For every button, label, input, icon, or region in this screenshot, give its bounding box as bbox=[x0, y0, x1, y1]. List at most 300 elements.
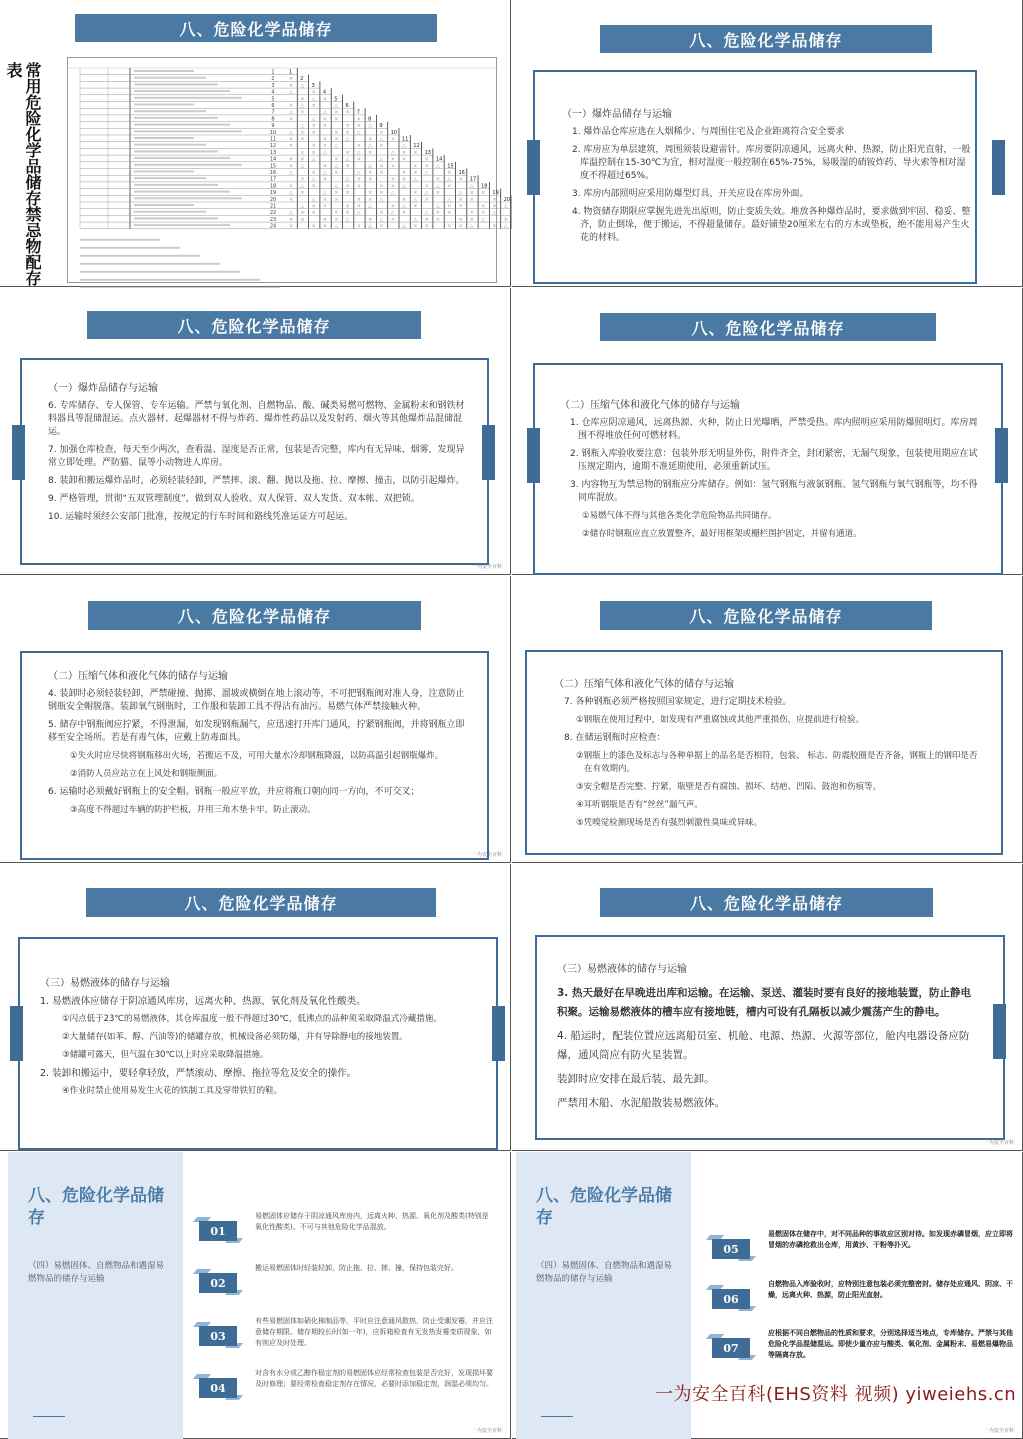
slide-title: 八、危险化学品储存 bbox=[87, 311, 421, 339]
matrix-mark: △ bbox=[402, 143, 406, 150]
matrix-mark: △ bbox=[345, 136, 350, 143]
matrix-mark: × bbox=[447, 223, 452, 230]
list-item: 1. 易燃液体应储存于阴凉通风库房，远离火种、热源、氧化剂及氧化性酸类。 bbox=[40, 996, 366, 1007]
matrix-mark: × bbox=[356, 203, 362, 210]
matrix-mark: △ bbox=[390, 210, 395, 217]
matrix-mark: △ bbox=[300, 103, 305, 109]
row-number: 21 bbox=[269, 203, 277, 210]
matrix-mark: × bbox=[334, 109, 339, 116]
number-badge bbox=[708, 1334, 754, 1360]
list-item: 7. 加强仓库检查，每天至少两次，查看温、湿度是否正常，包装是否完整，库内有无异味、烟雾，发现异常立即处理。严防猫、鼠等小动物进人库房。 bbox=[48, 445, 465, 468]
row-label-placeholder bbox=[134, 83, 218, 85]
matrix-mark: × bbox=[334, 210, 339, 217]
watermark: 一为安全百科(EHS资料 视频) yiweiehs.cn bbox=[655, 1384, 1017, 1405]
diagonal-number: 20 bbox=[503, 196, 511, 203]
slide-title: 八、危险化学品储存 bbox=[75, 14, 437, 42]
slide-1 bbox=[0, 0, 511, 287]
section-heading: （一）爆炸品储存与运输 bbox=[562, 109, 672, 120]
matrix-mark: △ bbox=[356, 149, 361, 156]
row-label-placeholder bbox=[134, 117, 218, 119]
side-tab-left bbox=[527, 428, 540, 483]
matrix-mark: △ bbox=[289, 190, 293, 197]
matrix-mark: × bbox=[379, 143, 384, 150]
matrix-mark: △ bbox=[379, 156, 384, 163]
row-label-placeholder bbox=[134, 177, 206, 179]
row-number: 14 bbox=[269, 156, 277, 163]
badge-text: 对含有水分或乙醇作稳定剂的易燃固体应经常检查包装是否完好，发现损坏要及时修理；要经常检查稳定剂存在情况，必要时添加稳定剂，润湿必须均匀。 bbox=[255, 1369, 493, 1388]
matrix-mark: △ bbox=[334, 163, 339, 170]
matrix-mark: × bbox=[469, 216, 475, 223]
list-item: ②储存时钢瓶应直立放置整齐，最好用框架或栅栏围护固定，并留有通道。 bbox=[582, 529, 862, 539]
diagonal-number: 9 bbox=[379, 123, 383, 130]
matrix-mark: × bbox=[368, 176, 373, 183]
badge-number: 06 bbox=[712, 1289, 750, 1309]
matrix-mark: × bbox=[300, 216, 305, 223]
list-item: 4. 装卸时必须轻装轻卸，严禁碰撞、抛掷、溜坡或横倒在地上滚动等，不可把钢瓶阀对准人身，注意防止钢瓶安全帽脱落。装卸氧气钢瓶时，工作服和装卸工具不得沾有油污。易燃气体严禁接触火种。 bbox=[48, 689, 465, 712]
matrix-mark: × bbox=[334, 190, 339, 197]
number-badge bbox=[708, 1285, 754, 1311]
matrix-mark: △ bbox=[322, 149, 327, 156]
matrix-mark: × bbox=[379, 223, 384, 230]
diagonal-number: 8 bbox=[368, 116, 372, 123]
list-item: 2. 库房应为单层建筑，周围须装设避雷针。库房要阴凉通风，远离火种、热源，防止阳光直射，一般库温控制在15-30℃为宜，相对湿度一般控制在65%-75%，易吸湿的硝铵炸药、导火索等相对湿度不得超过65%。 bbox=[572, 145, 971, 181]
matrix-mark: × bbox=[435, 210, 441, 217]
matrix-mark: △ bbox=[289, 109, 293, 116]
divider bbox=[33, 1416, 65, 1417]
matrix-mark: × bbox=[492, 196, 497, 203]
side-tab-right bbox=[993, 1004, 1006, 1059]
matrix-mark: × bbox=[345, 210, 350, 217]
side-tab-right bbox=[492, 1006, 505, 1061]
table-grid bbox=[68, 58, 511, 284]
matrix-mark: × bbox=[300, 129, 305, 136]
matrix-mark: × bbox=[379, 163, 384, 170]
list-item: ②钢瓶上的漆色及标志与各种单据上的品名是否相符，包装、 标志、防震胶圈是否齐备，钢瓶上的钢印是否在有效期内。 bbox=[576, 751, 978, 774]
matrix-mark: × bbox=[322, 216, 328, 223]
matrix-mark: △ bbox=[481, 216, 485, 223]
row-number: 5 bbox=[271, 96, 275, 103]
matrix-mark: △ bbox=[424, 210, 429, 217]
matrix-mark: △ bbox=[379, 136, 384, 143]
matrix-mark: × bbox=[458, 176, 463, 183]
panel-title: 八、危险化学品储存 bbox=[536, 1186, 672, 1228]
row-label-placeholder bbox=[134, 191, 230, 193]
matrix-mark: × bbox=[390, 163, 395, 170]
footer-logo: 一为安全百科 bbox=[471, 1428, 502, 1434]
matrix-mark: × bbox=[334, 136, 339, 143]
matrix-mark: △ bbox=[435, 183, 440, 190]
note-line-placeholder bbox=[80, 263, 220, 265]
list-item: ③高度不得超过车辆的防护栏板，并用三角木垫卡牢，防止滚动。 bbox=[70, 805, 316, 815]
matrix-mark: × bbox=[345, 163, 350, 170]
list-item: 7. 各种钢瓶必须严格按照国家规定，进行定期技术检验。 bbox=[564, 697, 792, 707]
matrix-mark: × bbox=[458, 216, 463, 223]
matrix-mark: × bbox=[356, 176, 362, 183]
matrix-mark: × bbox=[311, 149, 316, 156]
divider bbox=[541, 1416, 573, 1417]
side-tab-left bbox=[12, 425, 25, 480]
row-label-placeholder bbox=[134, 164, 242, 166]
matrix-mark: × bbox=[356, 183, 362, 190]
slide-5 bbox=[0, 576, 511, 863]
list-item: 5. 储存中钢瓶阀应拧紧，不得泄漏，如发现钢瓶漏气，应迅速打开库门通风，拧紧钢瓶阀，并将钢瓶立即移至安全场所。若是有毒气体，应戴上防毒面具。 bbox=[48, 720, 465, 743]
badge-text: 搬运易燃固体时轻装轻卸，防止拖、拉、摔、撞，保持包装完好。 bbox=[255, 1264, 458, 1272]
panel-subtitle: （四）易燃固体、自燃物品和遇湿易燃物品的储存与运输 bbox=[28, 1261, 165, 1284]
matrix-mark: × bbox=[390, 216, 395, 223]
content bbox=[40, 977, 480, 1103]
slide-3 bbox=[0, 288, 511, 575]
matrix-mark: × bbox=[289, 196, 294, 203]
matrix-mark: × bbox=[322, 96, 328, 103]
list-item: 4. 物资储存期限应掌握先进先出原则，防止变质失效。堆放各种爆炸品时，要求做到牢固、稳妥、整齐，防止倒垛，便于搬运，不得超量储存。最好铺垫20厘米左右的方木或垫板，绝不能用易产生火花的材料。 bbox=[572, 207, 971, 243]
matrix-mark: × bbox=[390, 176, 395, 183]
number-badge bbox=[195, 1269, 241, 1295]
diagonal-number: 18 bbox=[481, 183, 488, 190]
matrix-mark: × bbox=[300, 96, 305, 103]
matrix-mark: × bbox=[334, 170, 339, 176]
side-tab-right bbox=[995, 428, 1008, 483]
matrix-mark: × bbox=[413, 170, 418, 176]
diagonal-number: 4 bbox=[322, 89, 327, 96]
number-badge bbox=[195, 1322, 241, 1348]
panel-subtitle: （四）易燃固体、自燃物品和遇湿易燃物品的储存与运输 bbox=[536, 1261, 673, 1284]
matrix-mark: △ bbox=[447, 176, 452, 183]
section-heading: （二）压缩气体和液化气体的储存与运输 bbox=[560, 400, 740, 411]
list-item: ③安全帽是否完整、拧紧，瓶壁是否有腐蚀、损坏、结疤、凹陷、鼓泡和伤痕等。 bbox=[576, 782, 882, 792]
matrix-mark: △ bbox=[356, 129, 361, 136]
matrix-mark: △ bbox=[435, 163, 440, 170]
row-label-placeholder bbox=[134, 144, 206, 146]
matrix-mark: △ bbox=[435, 203, 440, 210]
note-line-placeholder bbox=[80, 247, 180, 249]
footer-logo: 一为安全百科 bbox=[983, 1428, 1014, 1434]
matrix-mark: △ bbox=[300, 163, 305, 170]
list-item: ②消防人员应站立在上风处和钢瓶侧面。 bbox=[70, 769, 223, 779]
number-badge bbox=[195, 1374, 241, 1400]
slide-title: 八、危险化学品储存 bbox=[86, 888, 436, 917]
matrix-mark: × bbox=[289, 183, 294, 190]
row-label-placeholder bbox=[134, 90, 230, 92]
matrix-mark: × bbox=[435, 176, 441, 183]
row-number: 8 bbox=[271, 116, 275, 123]
matrix-mark: × bbox=[413, 163, 418, 170]
row-number: 6 bbox=[271, 103, 275, 109]
note-line-placeholder bbox=[80, 239, 160, 241]
list-item: 8. 装卸和搬运爆炸品时，必须轻装轻卸，严禁摔、滚、翻、抛以及拖、拉、摩擦、撞击，以防引起爆炸。 bbox=[48, 476, 465, 486]
list-item: ①易燃气体不得与其他各类化学危险物品共同储存。 bbox=[582, 511, 777, 521]
section-heading: （一）爆炸品储存与运输 bbox=[48, 383, 158, 394]
badge-number: 03 bbox=[199, 1326, 237, 1346]
matrix-mark: × bbox=[322, 136, 328, 143]
list-item: ①闪点低于23℃的易燃液体，其仓库温度一般不得超过30℃，低沸点的品种须采取降温式冷藏措施。 bbox=[62, 1014, 442, 1024]
row-number: 22 bbox=[269, 210, 277, 217]
list-item: 8. 在储运钢瓶时应检查： bbox=[564, 733, 666, 743]
matrix-mark: △ bbox=[334, 183, 339, 190]
matrix-mark: × bbox=[334, 116, 339, 123]
matrix-mark: × bbox=[311, 183, 316, 190]
list-item: 3. 库房内部照明应采用防爆型灯具，开关应设在库房外面。 bbox=[572, 189, 809, 199]
row-number: 17 bbox=[269, 176, 277, 183]
row-number: 12 bbox=[269, 143, 277, 150]
matrix-mark: △ bbox=[368, 143, 372, 150]
matrix-mark: × bbox=[289, 143, 294, 150]
matrix-mark: × bbox=[289, 223, 294, 230]
matrix-mark: △ bbox=[300, 203, 305, 210]
matrix-mark: × bbox=[481, 210, 486, 217]
slide-7 bbox=[0, 864, 511, 1151]
list-item: 4. 船运时，配装位置应远离船员室、机舱、电源、热源、火源等部位，舱内电器设备应防爆，通风筒应有防火星装置。 bbox=[557, 1030, 970, 1061]
matrix-mark: △ bbox=[289, 89, 293, 96]
matrix-mark: △ bbox=[322, 190, 327, 197]
list-item: ⑤凭嗅觉检测现场是否有强烈刺激性臭味或异味。 bbox=[576, 818, 763, 828]
slide-6 bbox=[512, 576, 1023, 863]
matrix-mark: × bbox=[300, 109, 305, 116]
content bbox=[557, 960, 977, 1118]
list-item: 1. 仓库应阴凉通风，远离热源、火种，防止日光曝晒，严禁受热。库内照明应采用防爆照明灯。库房周围不得堆放任何可燃材料。 bbox=[570, 418, 978, 441]
row-label-placeholder bbox=[134, 137, 194, 139]
matrix-mark: × bbox=[413, 149, 418, 156]
matrix-mark: × bbox=[390, 203, 395, 210]
slide-title: 八、危险化学品储存 bbox=[600, 601, 932, 630]
row-label-placeholder bbox=[134, 104, 194, 106]
content bbox=[562, 108, 972, 250]
matrix-mark: △ bbox=[390, 149, 395, 156]
matrix-mark: △ bbox=[368, 123, 372, 130]
matrix-mark: △ bbox=[503, 203, 508, 210]
matrix-mark: × bbox=[356, 143, 362, 150]
matrix-mark: × bbox=[345, 183, 350, 190]
section-heading: （二）压缩气体和液化气体的储存与运输 bbox=[554, 679, 734, 690]
diagonal-number: 17 bbox=[469, 176, 477, 183]
matrix-mark: × bbox=[458, 203, 463, 210]
footer-logo: 一为安全百科 bbox=[471, 564, 502, 570]
matrix-mark: △ bbox=[311, 176, 316, 183]
matrix-mark: △ bbox=[289, 170, 293, 176]
list-item: 3. 内容物互为禁忌物的钢瓶应分库储存。例如：氢气钢瓶与液氯钢瓶、氢气钢瓶与氧气钢瓶等，均不得同库混放。 bbox=[570, 480, 978, 503]
matrix-mark: × bbox=[379, 210, 384, 217]
content bbox=[554, 678, 984, 835]
diagonal-number: 13 bbox=[424, 149, 431, 156]
matrix-mark: × bbox=[300, 149, 305, 156]
matrix-mark: × bbox=[469, 210, 475, 217]
diagonal-number: 6 bbox=[345, 103, 349, 109]
matrix-mark: × bbox=[413, 203, 418, 210]
diagonal-number: 19 bbox=[492, 190, 499, 197]
matrix-mark: × bbox=[322, 163, 328, 170]
matrix-mark: × bbox=[345, 149, 350, 156]
list-item: 6. 运输时必须戴好钢瓶上的安全帽。钢瓶一般应平放，并应将瓶口朝向同一方向，不可交叉； bbox=[48, 787, 420, 797]
matrix-mark: × bbox=[379, 170, 384, 176]
list-item: 6. 专库储存、专人保管、专车运输。严禁与氧化剂、自燃物品、酸、碱类易燃可燃物、金属粉末和钢铁材料器具等混储混运。点火器材、起爆器材不得与炸药、爆炸性药品以及发射药、烟火等其他爆炸品混储混运。 bbox=[48, 401, 465, 437]
diagonal-number: 1 bbox=[289, 69, 293, 76]
matrix-mark: × bbox=[289, 216, 294, 223]
matrix-mark: × bbox=[447, 183, 452, 190]
slide-title: 八、危险化学品储存 bbox=[600, 313, 936, 341]
list-item: ①钢瓶在使用过程中，如发现有严重腐蚀或其他严重损伤，应提前进行检验。 bbox=[576, 715, 865, 725]
matrix-mark: △ bbox=[300, 123, 305, 130]
footer-logo: 一为安全百科 bbox=[983, 1140, 1014, 1146]
matrix-mark: △ bbox=[356, 170, 361, 176]
row-label-placeholder bbox=[134, 77, 206, 79]
matrix-mark: × bbox=[356, 123, 362, 130]
note-line-placeholder bbox=[80, 255, 200, 257]
matrix-mark: △ bbox=[424, 190, 429, 197]
matrix-mark: × bbox=[458, 196, 463, 203]
side-tab-right bbox=[992, 140, 1005, 195]
section-heading: （三）易燃液体的储存与运输 bbox=[40, 978, 170, 989]
matrix-mark: × bbox=[368, 196, 373, 203]
matrix-mark: × bbox=[289, 163, 294, 170]
row-label-placeholder bbox=[134, 224, 230, 226]
matrix-mark: × bbox=[447, 210, 452, 217]
content bbox=[48, 382, 468, 529]
matrix-mark: △ bbox=[458, 190, 463, 197]
matrix-mark: × bbox=[311, 210, 316, 217]
row-label-placeholder bbox=[134, 171, 194, 173]
matrix-mark: △ bbox=[322, 170, 327, 176]
matrix-mark: × bbox=[368, 216, 373, 223]
matrix-mark: × bbox=[390, 136, 395, 143]
diagonal-number: 2 bbox=[300, 76, 304, 83]
matrix-mark: △ bbox=[379, 196, 384, 203]
matrix-mark: × bbox=[424, 216, 429, 223]
matrix-mark: × bbox=[469, 196, 475, 203]
slide-title: 八、危险化学品储存 bbox=[600, 888, 933, 917]
list-item: 10. 运输时须经公安部门批准，按规定的行车时间和路线凭准运证方可起运。 bbox=[48, 512, 354, 522]
matrix-mark: × bbox=[334, 196, 339, 203]
matrix-mark: × bbox=[322, 196, 328, 203]
section-heading: （二）压缩气体和液化气体的储存与运输 bbox=[48, 671, 228, 682]
matrix-mark: × bbox=[289, 156, 294, 163]
content bbox=[48, 670, 468, 822]
row-number: 24 bbox=[269, 223, 277, 230]
matrix-mark: △ bbox=[390, 190, 395, 197]
matrix-mark: △ bbox=[311, 196, 316, 203]
matrix-mark: × bbox=[322, 203, 328, 210]
row-number: 20 bbox=[269, 196, 277, 203]
matrix-mark: × bbox=[368, 170, 373, 176]
matrix-mark: × bbox=[311, 123, 316, 130]
row-number: 2 bbox=[271, 76, 275, 83]
matrix-mark: × bbox=[356, 116, 362, 123]
diagonal-number: 10 bbox=[390, 129, 398, 136]
incompatibility-table bbox=[67, 57, 511, 283]
matrix-mark: × bbox=[322, 116, 328, 123]
list-item: ④耳听钢瓶是否有“丝丝”漏气声。 bbox=[576, 800, 703, 810]
matrix-mark: △ bbox=[503, 223, 508, 230]
matrix-mark: × bbox=[492, 203, 497, 210]
matrix-mark: × bbox=[345, 129, 350, 136]
row-number: 23 bbox=[269, 216, 277, 223]
matrix-mark: × bbox=[345, 203, 350, 210]
matrix-mark: × bbox=[424, 183, 429, 190]
matrix-mark: × bbox=[311, 89, 316, 96]
matrix-mark: × bbox=[424, 223, 429, 230]
matrix-mark: × bbox=[334, 129, 339, 136]
matrix-mark: × bbox=[311, 170, 316, 176]
list-item: ④作业时禁止使用易发生火花的铁制工具及穿带铁钉的鞋。 bbox=[62, 1086, 283, 1096]
note-line-placeholder bbox=[80, 271, 240, 273]
diagonal-number: 7 bbox=[356, 109, 360, 116]
matrix-mark: △ bbox=[356, 210, 361, 217]
matrix-mark: × bbox=[311, 143, 316, 150]
badge-text: 易燃固体在储存中，对不同品种的事故应区别对待。如发现赤磷冒烟，应立即将冒烟的赤磷抢救出仓库，用黄沙、干粉等扑灭。 bbox=[768, 1230, 1013, 1249]
row-number: 15 bbox=[269, 163, 277, 170]
matrix-mark: △ bbox=[413, 216, 418, 223]
matrix-mark: △ bbox=[402, 223, 406, 230]
matrix-mark: × bbox=[289, 76, 294, 83]
matrix-mark: × bbox=[289, 116, 294, 123]
matrix-mark: × bbox=[322, 143, 328, 150]
row-label-placeholder bbox=[134, 130, 242, 132]
row-label-placeholder bbox=[134, 110, 206, 112]
matrix-mark: × bbox=[402, 196, 407, 203]
diagonal-number: 3 bbox=[311, 82, 315, 89]
matrix-mark: △ bbox=[402, 183, 406, 190]
matrix-mark: × bbox=[368, 136, 373, 143]
badge-number: 01 bbox=[199, 1221, 237, 1241]
number-badge bbox=[195, 1217, 241, 1243]
diagonal-number: 11 bbox=[402, 136, 409, 143]
matrix-mark: × bbox=[322, 123, 328, 130]
diagonal-number: 5 bbox=[334, 96, 338, 103]
matrix-mark: △ bbox=[311, 156, 316, 163]
matrix-mark: × bbox=[356, 223, 362, 230]
row-number: 1 bbox=[271, 69, 275, 76]
matrix-mark: × bbox=[481, 203, 486, 210]
matrix-mark: × bbox=[356, 196, 362, 203]
side-tab-right bbox=[482, 425, 495, 480]
matrix-mark: × bbox=[469, 190, 475, 197]
row-number: 18 bbox=[269, 183, 277, 190]
badge-text: 有些易燃固体如硝化棉制品等，平时应注意通风散热，防止受潮发霉，并应注意储存期限。储存期较长时(如一年)，应拆箱检查有无发热发霉变质现象，如有则应及时处理。 bbox=[255, 1317, 493, 1347]
matrix-mark: × bbox=[300, 210, 305, 217]
matrix-mark: × bbox=[458, 223, 463, 230]
matrix-mark: × bbox=[424, 163, 429, 170]
row-label-placeholder bbox=[134, 217, 218, 219]
matrix-mark: × bbox=[402, 156, 407, 163]
matrix-mark: × bbox=[413, 223, 418, 230]
matrix-mark: × bbox=[390, 183, 395, 190]
footer-logo: 一为安全百科 bbox=[471, 852, 502, 858]
matrix-mark: × bbox=[447, 170, 452, 176]
row-number: 13 bbox=[269, 149, 277, 156]
number-badge bbox=[708, 1235, 754, 1261]
matrix-mark: △ bbox=[379, 216, 384, 223]
row-number: 10 bbox=[269, 129, 277, 136]
row-number: 4 bbox=[271, 89, 275, 96]
matrix-mark: × bbox=[368, 190, 373, 197]
matrix-mark: △ bbox=[492, 210, 497, 217]
row-label-placeholder bbox=[134, 197, 242, 199]
list-item: 2. 装卸和搬运中，要轻拿轻放，严禁滚动、摩擦、拖拉等危及安全的操作。 bbox=[40, 1068, 357, 1079]
matrix-mark: × bbox=[322, 176, 328, 183]
row-label-placeholder bbox=[134, 124, 230, 126]
list-item: 1. 爆炸品仓库应选在人烟稀少、与周围住宅及企业距离符合安全要求 bbox=[572, 127, 845, 137]
matrix-mark: × bbox=[300, 190, 305, 197]
list-item: 装卸时应安排在最后装、最先卸。 bbox=[557, 1073, 715, 1085]
badge-text: 应根据不同自燃物品的性质和要求，分别选择适当地点，专库储存。严禁与其他危险化学品混储混运。即使少量亦应与酸类、氧化剂、金属粉末、易燃易爆物品等隔离存放。 bbox=[768, 1329, 1013, 1359]
row-label-placeholder bbox=[134, 184, 218, 186]
matrix-mark: △ bbox=[469, 223, 474, 230]
matrix-mark: △ bbox=[345, 156, 350, 163]
matrix-mark: × bbox=[311, 223, 316, 230]
matrix-mark: △ bbox=[469, 183, 474, 190]
matrix-mark: × bbox=[402, 149, 407, 156]
matrix-mark: △ bbox=[300, 183, 305, 190]
matrix-mark: △ bbox=[368, 163, 372, 170]
list-item: ①失火时应尽快将钢瓶移出火场，若搬运不及，可用大量水冷却钢瓶降温，以防高温引起钢瓶爆炸。 bbox=[70, 751, 444, 761]
